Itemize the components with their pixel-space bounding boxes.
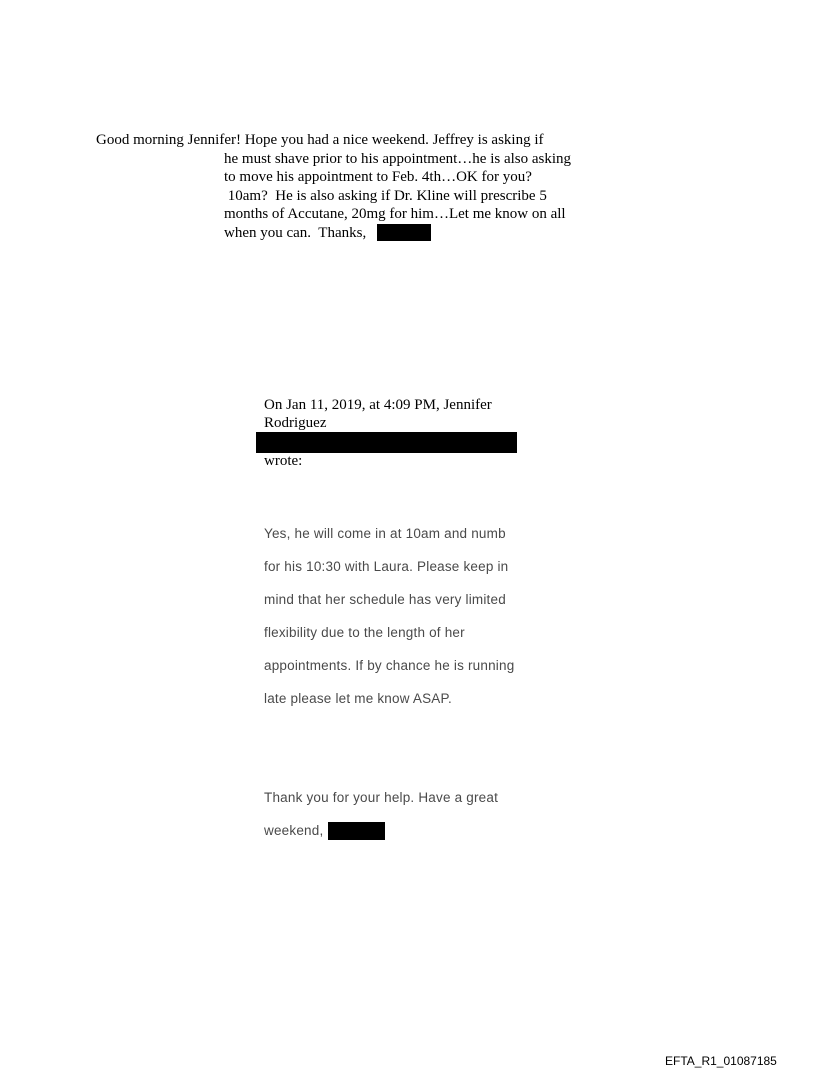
quote-wrote: wrote: [264,453,303,469]
message-line: when you can. Thanks, [224,225,367,241]
message-line: to move his appointment to Feb. 4th…OK for you? [224,169,532,185]
quote-header-line: Rodriguez [264,415,327,431]
message-line: months of Accutane, 20mg for him…Let me know on all [224,206,566,222]
reply-line: late please let me know ASAP. [264,691,452,706]
reply-line: for his 10:30 with Laura. Please keep in [264,559,509,574]
reply-closing: weekend, [264,823,324,838]
reply-closing: Thank you for your help. Have a great [264,790,499,805]
quote-header-line: On Jan 11, 2019, at 4:09 PM, Jennifer [264,397,492,413]
message-line: 10am? He is also asking if Dr. Kline will prescribe 5 [224,188,547,204]
message-line: he must shave prior to his appointment…he is also asking [224,151,572,167]
redacted-signature [377,224,431,241]
reply-line: appointments. If by chance he is running [264,658,515,673]
reply-line: flexibility due to the length of her [264,625,465,640]
message-line: Good morning Jennifer! Hope you had a nice weekend. Jeffrey is asking if [96,132,544,148]
redacted-email [256,432,517,453]
reply-line: Yes, he will come in at 10am and numb [264,526,506,541]
document-id: EFTA_R1_01087185 [665,1054,777,1068]
redacted-name [328,822,385,840]
reply-line: mind that her schedule has very limited [264,592,506,607]
